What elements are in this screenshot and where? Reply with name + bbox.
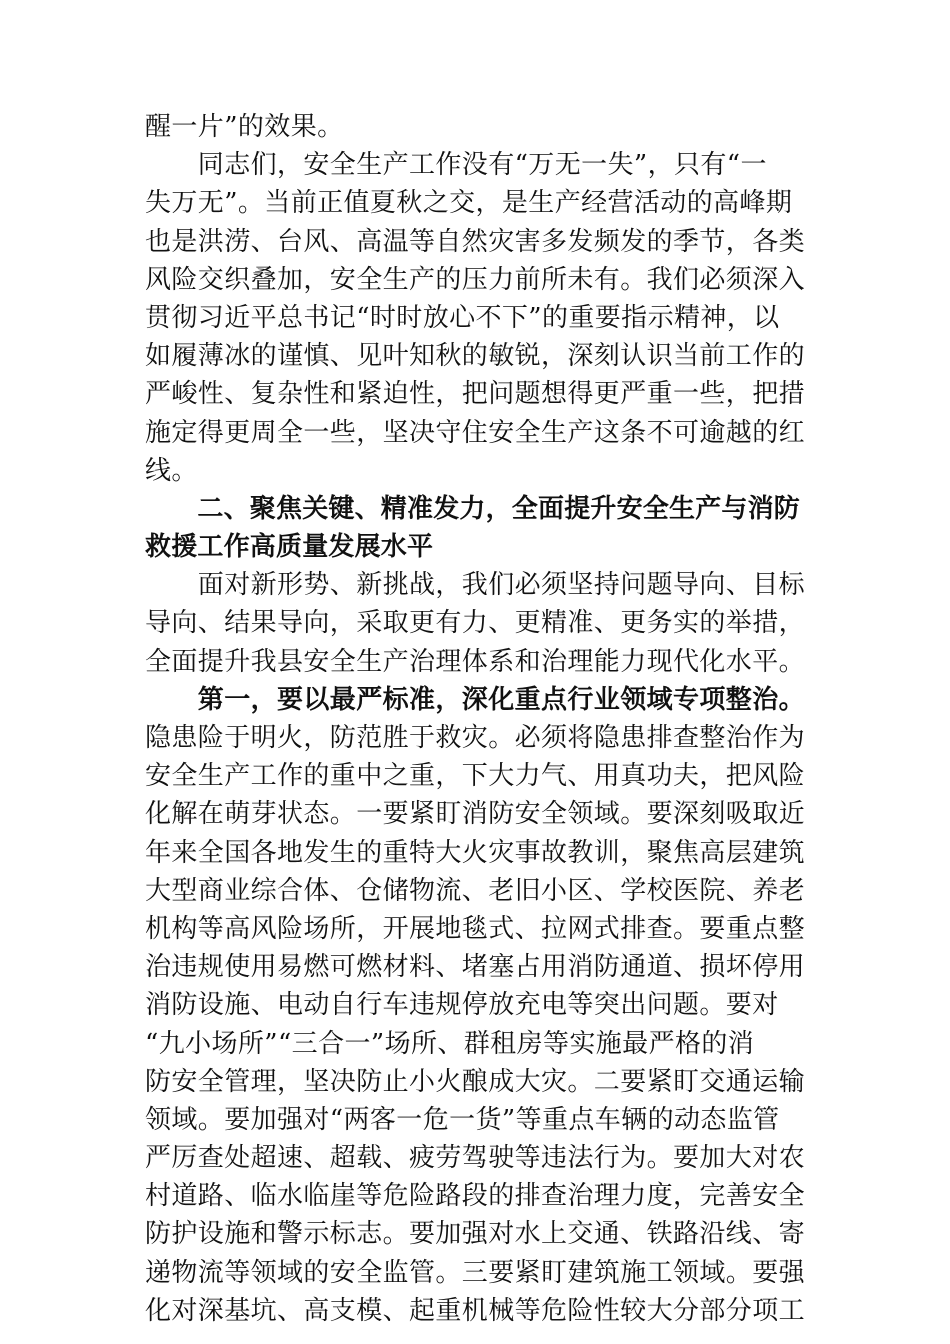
paragraph-first-measure <box>145 681 810 1330</box>
text-line: 贯彻习近平总书记“时时放心不下”的重要指示精神，以 <box>145 302 780 333</box>
text-line: 安全生产工作的重中之重，下大力气、用真功夫，把风险 <box>145 761 806 792</box>
text-line: 线。 <box>145 455 198 486</box>
text-line: 防安全管理，坚决防止小火酿成大灾。二要紧盯交通运输 <box>145 1066 806 1097</box>
text-line: 风险交织叠加，安全生产的压力前所未有。我们必须深入 <box>145 264 806 295</box>
text-line: “九小场所”“三合一”场所、群租房等实施最严格的消 <box>145 1028 755 1059</box>
text-line: 大型商业综合体、仓储物流、老旧小区、学校医院、养老 <box>145 875 806 906</box>
paragraph-lead-sentence: 第一，要以最严标准，深化重点行业领域专项整治。 <box>145 684 806 715</box>
text-line: 领域。要加强对“两客一危一货”等重点车辆的动态监管 <box>145 1104 780 1135</box>
text-line: 面对新形势、新挑战，我们必须坚持问题导向、目标 <box>145 570 806 601</box>
text-line: 年来全国各地发生的重特大火灾事故教训，聚焦高层建筑 <box>145 837 806 868</box>
text-line: 醒一片”的效果。 <box>145 112 344 142</box>
text-line: 防护设施和警示标志。要加强对水上交通、铁路沿线、寄 <box>145 1219 806 1250</box>
section-heading <box>145 490 810 566</box>
text-line: 机构等高风险场所，开展地毯式、拉网式排查。要重点整 <box>145 913 806 944</box>
text-line: 化解在萌芽状态。一要紧盯消防安全领域。要深刻吸取近 <box>145 799 806 830</box>
text-line: 递物流等领域的安全监管。三要紧盯建筑施工领域。要强 <box>145 1257 806 1288</box>
document-body <box>145 108 810 1330</box>
text-line: 如履薄冰的谨慎、见叶知秋的敏锐，深刻认识当前工作的 <box>145 341 806 372</box>
text-line: 消防设施、电动自行车违规停放充电等突出问题。要对 <box>145 990 779 1021</box>
text-line: 村道路、临水临崖等危险路段的排查治理力度，完善安全 <box>145 1181 806 1212</box>
text-line: 治违规使用易燃可燃材料、堵塞占用消防通道、损坏停用 <box>145 952 806 983</box>
text-line: 严峻性、复杂性和紧迫性，把问题想得更严重一些，把措 <box>145 379 806 410</box>
text-line: 化对深基坑、高支模、起重机械等危险性较大分部分项工 <box>145 1295 806 1326</box>
text-line: 失万无”。当前正值夏秋之交，是生产经营活动的高峰期 <box>145 188 793 219</box>
text-line: 施定得更周全一些，坚决守住安全生产这条不可逾越的红 <box>145 417 806 448</box>
heading-line: 二、聚焦关键、精准发力，全面提升安全生产与消防 <box>145 493 801 524</box>
text-line: 也是洪涝、台风、高温等自然灾害多发频发的季节，各类 <box>145 226 806 257</box>
text-line: 隐患险于明火，防范胜于救灾。必须将隐患排查整治作为 <box>145 723 806 753</box>
text-line: 全面提升我县安全生产治理体系和治理能力现代化水平。 <box>145 646 806 677</box>
paragraph-new-challenges <box>145 566 810 681</box>
paragraph-continuation <box>145 108 810 146</box>
text-line: 导向、结果导向，采取更有力、更精准、更务实的举措， <box>145 608 806 639</box>
text-line: 同志们，安全生产工作没有“万无一失”，只有“一 <box>145 150 767 181</box>
text-line: 严厉查处超速、超载、疲劳驾驶等违法行为。要加大对农 <box>145 1143 806 1174</box>
heading-line: 救援工作高质量发展水平 <box>145 532 434 563</box>
paragraph-safety-pressure <box>145 146 810 490</box>
